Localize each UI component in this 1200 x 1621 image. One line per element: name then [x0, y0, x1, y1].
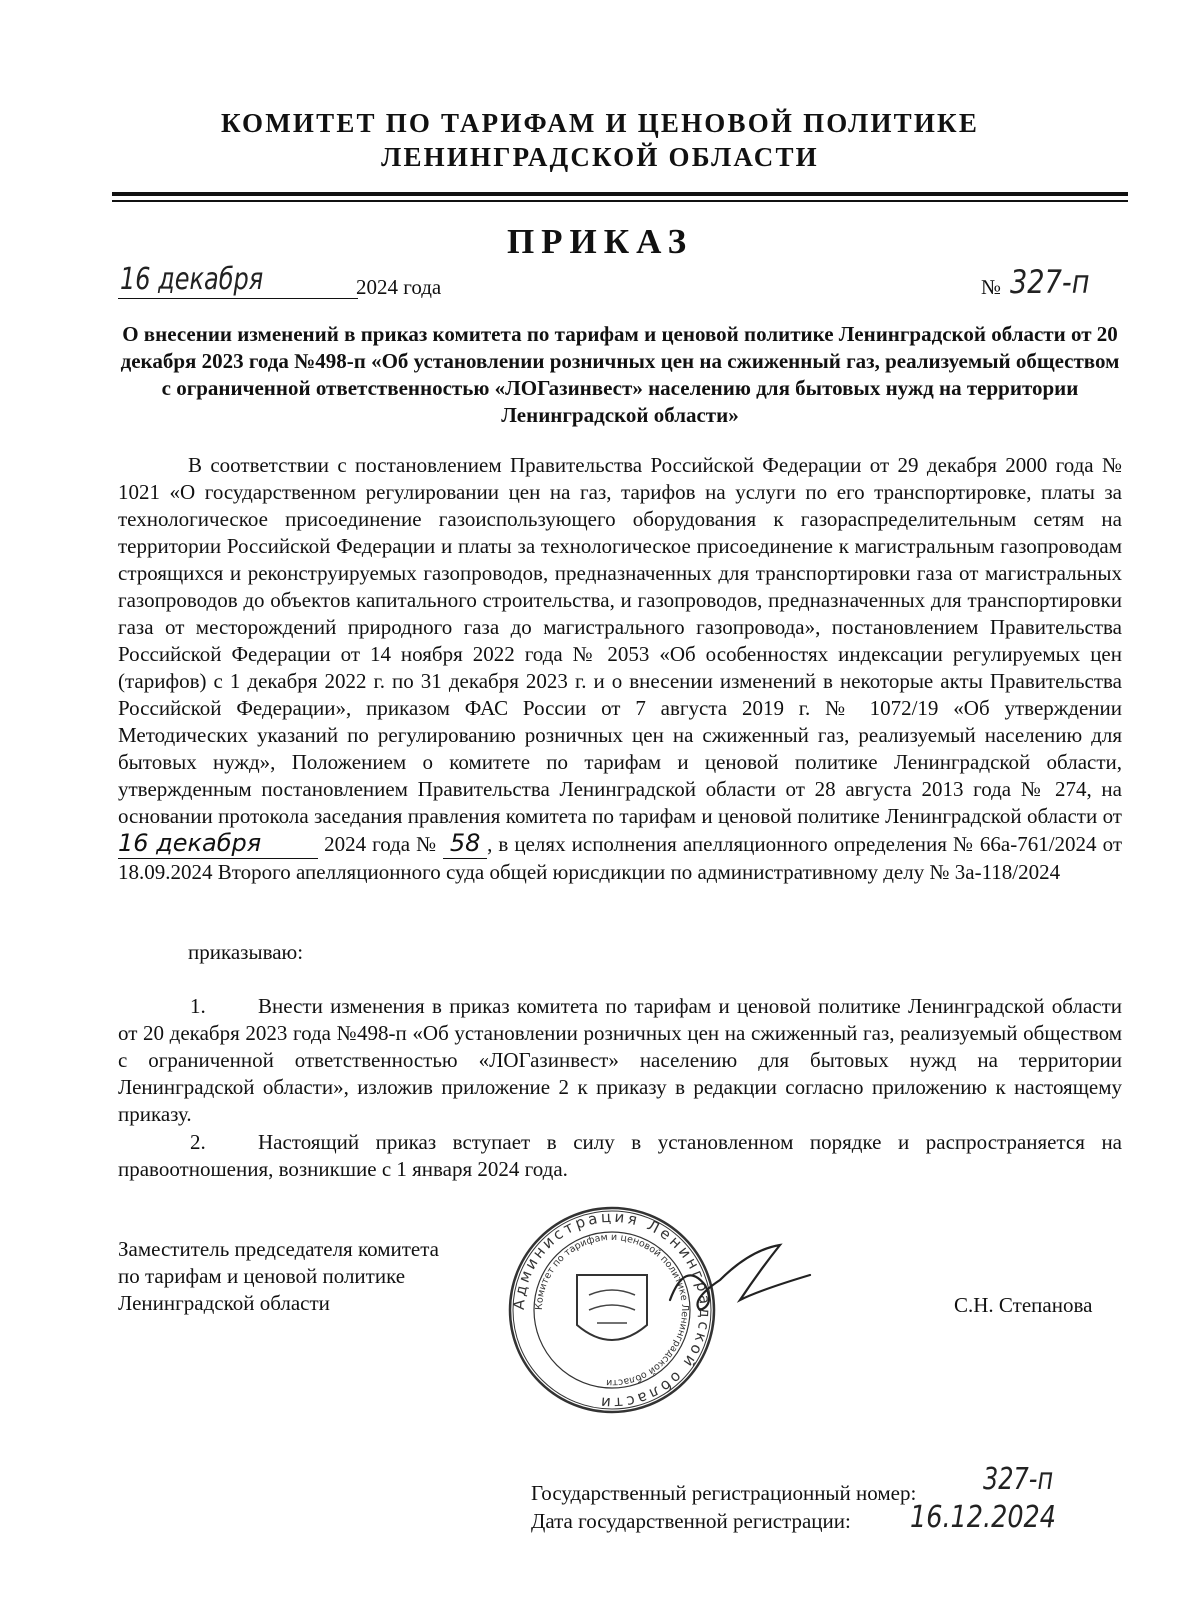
- coat-of-arms-icon: [577, 1275, 647, 1340]
- protocol-date-field: [118, 830, 318, 859]
- order-item-1: [118, 993, 1122, 1128]
- registration-date-handwritten: 16.12.2024: [910, 1500, 1057, 1535]
- registration-number-handwritten: 327-п: [983, 1462, 1054, 1497]
- protocol-number-field: [443, 830, 487, 859]
- org-name-line2: ЛЕНИНГРАДСКОЙ ОБЛАСТИ: [381, 142, 819, 172]
- signatory-position: [118, 1236, 439, 1317]
- preamble-text-2: 2024 года №: [324, 832, 438, 856]
- signatory-name: С.Н. Степанова: [954, 1293, 1093, 1317]
- year-text: 2024 года: [356, 275, 442, 299]
- preamble-text-3: , в целях исполнения апелляционного определения № 66а-761/2024 от 18.09.2024 Второго апелляционного суда общей юрисдикции по административному делу № 3а-118/2024: [118, 832, 1123, 884]
- signatory-position-line2: по тарифам и ценовой политике: [118, 1264, 406, 1288]
- handwritten-date: 16 декабря: [120, 262, 264, 297]
- order-item-2: [118, 1129, 1122, 1183]
- item-number: 1.: [190, 994, 206, 1018]
- handwritten-signature: [660, 1230, 820, 1320]
- signatory-position-line3: Ленинградской области: [118, 1291, 330, 1315]
- protocol-number-handwritten: 58: [449, 829, 481, 857]
- number-label: №: [981, 275, 1002, 299]
- protocol-date-handwritten: 16 декабря: [118, 829, 262, 857]
- order-word: приказываю:: [188, 940, 304, 964]
- registration-number-label: Государственный регистрационный номер:: [531, 1481, 917, 1505]
- item-text: Внести изменения в приказ комитета по тарифам и ценовой политике Ленинградской области от 20 декабря 2023 года №498-п «Об установлении розничных цен на сжиженный газ, реализуемый обществом с ограниченной ответственностью «ЛОГазинвест» населению для бытовых нужд на территории Ленинградской области», изложив приложение 2 к приказу в редакции согласно приложению к настоящему приказу.: [118, 994, 1122, 1126]
- seal-outer-text: Администрация Ленинградской области: [509, 1207, 715, 1413]
- preamble-text-1: В соответствии с постановлением Правительства Российской Федерации от 29 декабря 2000 года № 1021 «О государственном регулировании цен на газ, тарифов на услуги по его транспортировке, платы за технологическое присоединение газоиспользующего оборудования к газораспределительным сетям на территории Российской Федерации и платы за технологическое присоединение к магистральным газопроводам строящихся и реконструируемых газопроводов, предназначенных для транспортировки газа от магистральных газопроводов до объектов капитального строительства, и газопроводов, предназначенных для транспортировки газа от месторождений природного газа до магистрального газопровода», постановлением Правительства Российской Федерации от 14 ноября 2022 года № 2053 «Об особенностях индексации регулируемых цен (тарифов) с 1 декабря 2022 г. по 31 декабря 2023 г. и о внесении изменений в некоторые акты Правительства Российской Федерации», приказом ФАС России от 7 августа 2019 г. № 1072/19 «Об утверждении Методических указаний по регулированию розничных цен на сжиженный газ, реализуемый населению для бытовых нужд», Положением о комитете по тарифам и ценовой политике Ленинградской области, утвержденным постановлением Правительства Ленинградской области от 28 августа 2013 года № 274, на основании протокола заседания правления комитета по тарифам и ценовой политике Ленинградской области от: [118, 453, 1122, 828]
- handwritten-number: 327-п: [1010, 263, 1090, 301]
- org-name-line1: КОМИТЕТ ПО ТАРИФАМ И ЦЕНОВОЙ ПОЛИТИКЕ: [220, 108, 980, 138]
- header-rule-thin: [112, 200, 1128, 202]
- preamble-paragraph: [118, 452, 1122, 886]
- header-rule-thick: [112, 192, 1128, 196]
- document-type: ПРИКАЗ: [506, 222, 694, 261]
- item-number: 2.: [190, 1130, 206, 1154]
- seal-inner-text: Комитет по тарифам и ценовой политике Ленинградской области: [533, 1231, 691, 1389]
- document-subject: О внесении изменений в приказ комитета по тарифам и ценовой политике Ленинградской области от 20 декабря 2023 года №498-п «Об установлении розничных цен на сжиженный газ, реализуемый обществом с ограниченной ответственностью «ЛОГазинвест» населению для бытовых нужд на территории Ленинградской области»: [120, 322, 1120, 427]
- signatory-position-line1: Заместитель председателя комитета: [118, 1237, 439, 1261]
- item-text: Настоящий приказ вступает в силу в установленном порядке и распространяется на правоотношения, возникшие с 1 января 2024 года.: [118, 1130, 1122, 1181]
- registration-date-label: Дата государственной регистрации:: [531, 1509, 851, 1533]
